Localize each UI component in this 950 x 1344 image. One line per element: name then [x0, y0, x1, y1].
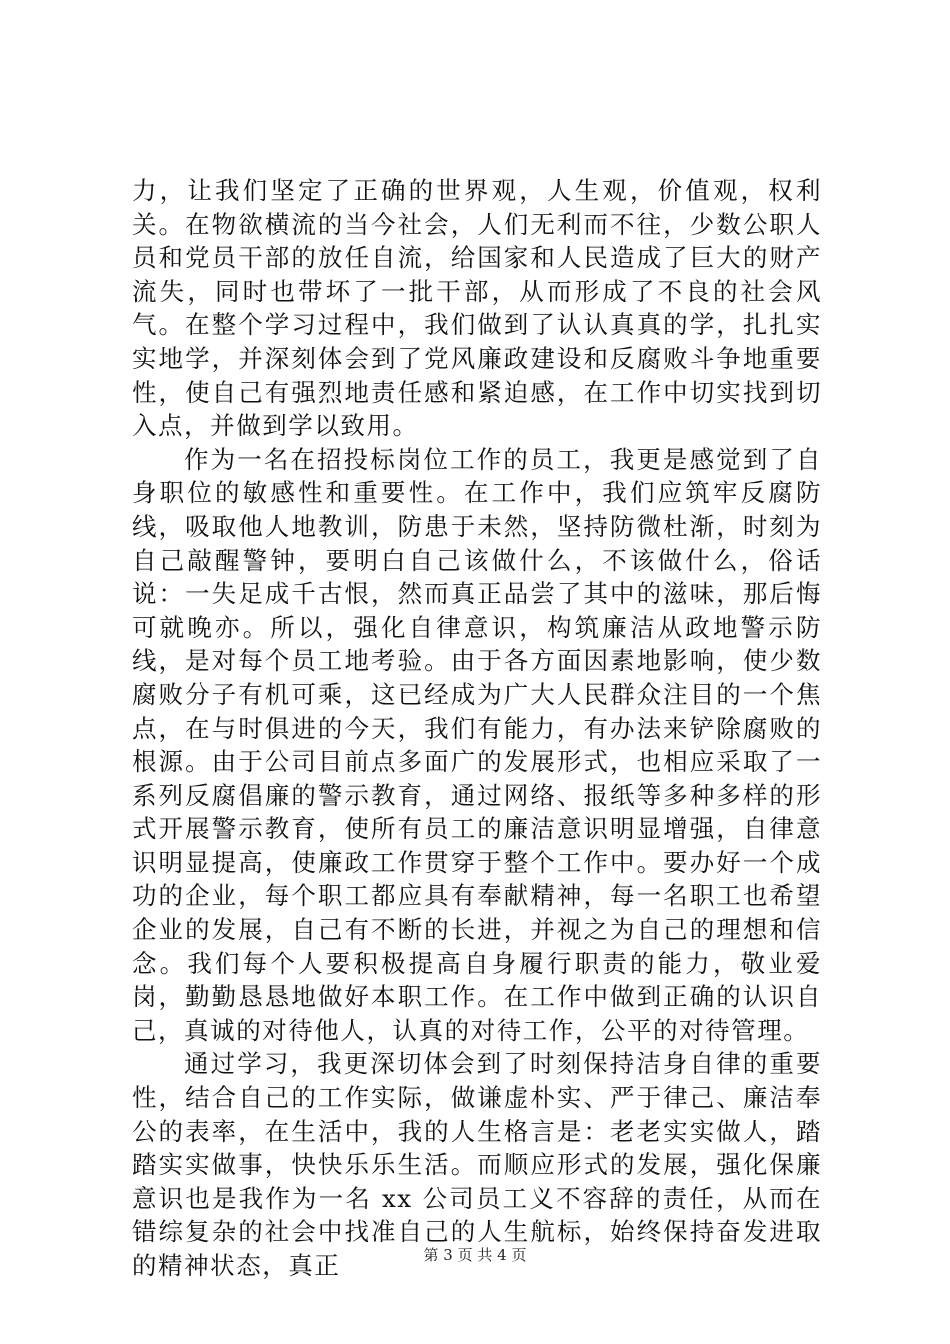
paragraph-continuation: 力，让我们坚定了正确的世界观，人生观，价值观，权利关。在物欲横流的当今社会，人们无利而不往，少数公职人员和党员干部的放任自流，给国家和人民造成了巨大的财产流失，同时也带坏了一批干部，从而形成了不良的社会风气。在整个学习过程中，我们做到了认认真真的学，扎扎实实地学，并深刻体会到了党风廉政建设和反腐败斗争地重要性，使自己有强烈地责任感和紧迫感，在工作中切实找到切入点，并做到学以致用。	[132, 176, 822, 441]
paragraph-bidding-role: 作为一名在招投标岗位工作的员工，我更是感觉到了自身职位的敏感性和重要性。在工作中，我们应筑牢反腐防线，吸取他人地教训，防患于未然，坚持防微杜渐，时刻为自己敲醒警钟，要明白自己该做什么，不该做什么，俗话说：一失足成千古恨，然而真正品尝了其中的滋味，那后悔可就晚亦。所以，强化自律意识，构筑廉洁从政地警示防线，是对每个员工地考验。由于各方面因素地影响，使少数腐败分子有机可乘，这已经成为广大人民群众注目的一个焦点，在与时俱进的今天，我们有能力，有办法来铲除腐败的根源。由于公司目前点多面广的发展形式，也相应采取了一系列反腐倡廉的警示教育，通过网络、报纸等多种多样的形式开展警示教育，使所有员工的廉洁意识明显增强，自律意识明显提高，使廉政工作贯穿于整个工作中。要办好一个成功的企业，每个职工都应具有奉献精神，每一名职工也希望企业的发展，自己有不断的长进，并视之为自己的理想和信念。我们每个人要积极提高自身履行职责的能力，敬业爱岗，勤勤恳恳地做好本职工作。在工作中做到正确的认识自己，真诚的对待他人，认真的对待工作，公平的对待管理。	[132, 444, 822, 1045]
page-number-footer: 第 3 页 共 4 页	[423, 1246, 527, 1264]
paragraph-self-discipline: 通过学习，我更深切体会到了时刻保持洁身自律的重要性，结合自己的工作实际，做谦虚朴实、严于律己、廉洁奉公的表率，在生活中，我的人生格言是：老老实实做人，踏踏实实做事，快快乐乐生活。而顺应形式的发展，强化保廉意识也是我作为一名 xx 公司员工义不容辞的责任，从而在错综复杂的社会中找准自己的人生航标，始终保持奋发进取的精神状态，真正	[132, 1049, 822, 1280]
document-body	[132, 174, 822, 1283]
